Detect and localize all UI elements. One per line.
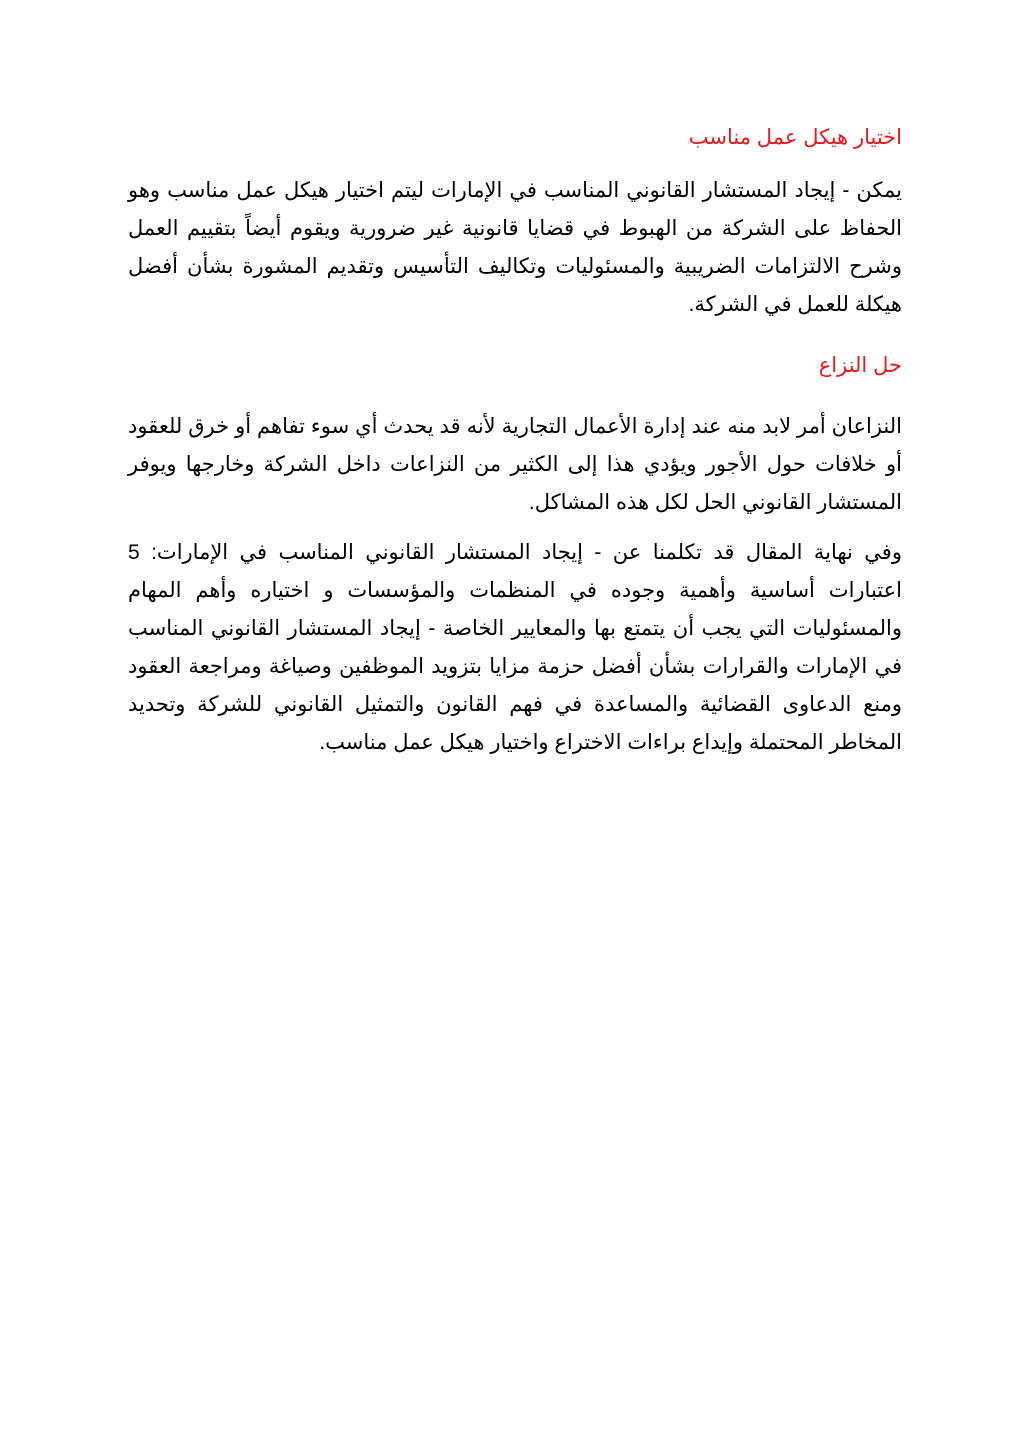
section-heading-dispute-resolution: حل النزاع (818, 354, 902, 377)
document-body (128, 112, 902, 762)
section-paragraph-business-structure: يمكن - إيجاد المستشار القانوني المناسب في الإمارات ليتم اختيار هيكل عمل مناسب وهو الحفاظ على الشركة من الهبوط في قضايا قانونية غير ضرورية ويقوم أيضاً بتقييم العمل وشرح الالتزامات الضريبية والمسئوليات وتكاليف التأسيس وتقديم المشورة بشأن أفضل هيكلة للعمل في الشركة. (128, 179, 902, 316)
section-heading-business-structure: اختيار هيكل عمل مناسب (688, 126, 902, 149)
section-paragraph-dispute-resolution: النزاعان أمر لابد منه عند إدارة الأعمال التجارية لأنه قد يحدث أي سوء تفاهم أو خرق للعقود أو خلافات حول الأجور ويؤدي هذا إلى الكثير من النزاعات داخل الشركة وخارجها ويوفر المستشار القانوني الحل لكل هذه المشاكل. (128, 415, 902, 514)
conclusion-paragraph: وفي نهاية المقال قد تكلمنا عن - إيجاد المستشار القانوني المناسب في الإمارات: 5 اعتبارات أساسية وأهمية وجوده في المنظمات والمؤسسات و اختياره وأهم المهام والمسئوليات التي يجب أن يتمتع بها والمعايير الخاصة - إيجاد المستشار القانوني المناسب في الإمارات والقرارات بشأن أفضل حزمة مزايا بتزويد الموظفين وصياغة ومراجعة العقود ومنع الدعاوى القضائية والمساعدة في فهم القانون والتمثيل القانوني للشركة وتحديد المخاطر المحتملة وإيداع براءات الاختراع واختيار هيكل عمل مناسب. (128, 541, 902, 754)
